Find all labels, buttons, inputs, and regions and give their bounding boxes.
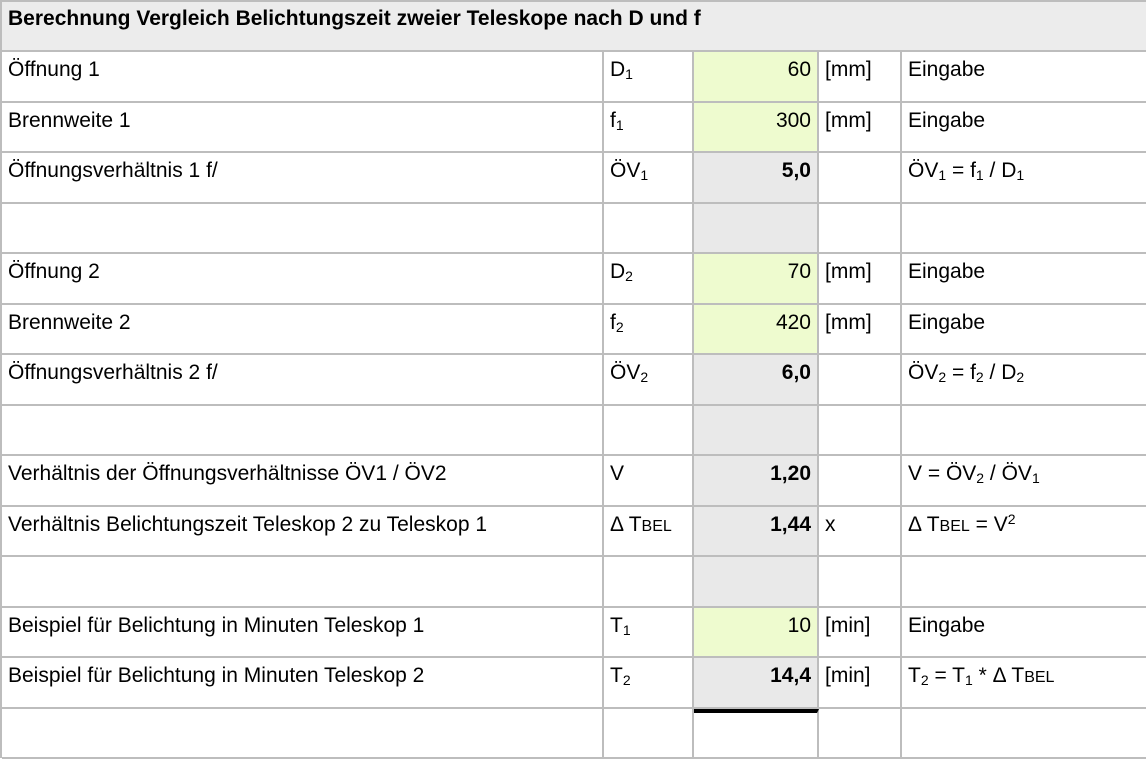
formula-subscript: BEL [940,518,970,535]
row-unit-cell[interactable] [819,608,902,659]
row-unit-cell[interactable] [819,709,902,759]
row-symbol: f [610,311,616,334]
formula-subscript: 1 [1016,167,1024,183]
row-value-cell[interactable] [694,507,819,558]
row-note-cell[interactable] [902,557,1146,608]
row-value-cell[interactable] [694,254,819,305]
row-value-cell[interactable] [694,305,819,356]
row-unit: [mm] [825,260,872,283]
row-symbol-cell[interactable] [604,52,694,103]
row-note-cell[interactable] [902,153,1146,204]
formula-part: Δ T [908,513,940,536]
row-label-cell[interactable] [2,153,604,204]
row-label: Brennweite 1 [8,109,131,132]
row-note: Eingabe [908,58,985,81]
row-unit-cell[interactable] [819,204,902,255]
row-value-cell[interactable] [694,608,819,659]
row-value: 5,0 [782,159,811,182]
formula-subscript: 2 [938,369,946,385]
row-symbol: T [610,614,623,637]
row-label-cell[interactable] [2,406,604,457]
row-label: Verhältnis der Öffnungsverhältnisse ÖV1 / ÖV2 [8,462,447,485]
row-symbol-subscript: 1 [640,167,648,183]
row-value-cell[interactable] [694,456,819,507]
row-symbol-cell[interactable] [604,709,694,759]
row-note: Eingabe [908,260,985,283]
row-label-cell[interactable] [2,608,604,659]
row-unit: [min] [825,614,871,637]
formula-part: * Δ T [973,664,1024,687]
row-value-cell[interactable] [694,406,819,457]
row-label-cell[interactable] [2,103,604,154]
row-value: 1,44 [770,513,811,536]
row-unit-cell[interactable] [819,254,902,305]
row-value: 420 [776,311,811,334]
row-label: Öffnungsverhältnis 1 f/ [8,159,218,182]
row-symbol-cell[interactable] [604,204,694,255]
row-value-cell[interactable] [694,709,819,759]
formula-subscript: 1 [976,167,984,183]
formula-part: ÖV [908,361,938,384]
row-note-cell[interactable] [902,658,1146,709]
row-symbol-cell[interactable] [604,355,694,406]
formula-part: V = ÖV [908,462,976,485]
row-unit-cell[interactable] [819,507,902,558]
row-note: Eingabe [908,109,985,132]
row-label-cell[interactable] [2,456,604,507]
row-unit: [mm] [825,311,872,334]
row-note-cell[interactable] [902,52,1146,103]
formula-subscript: 1 [965,672,973,688]
formula-subscript: 2 [976,369,984,385]
row-label-cell[interactable] [2,305,604,356]
row-unit-cell[interactable] [819,153,902,204]
row-label: Öffnung 2 [8,260,100,283]
row-symbol-subscript: 2 [616,319,624,335]
row-value: 60 [788,58,811,81]
row-label-cell[interactable] [2,52,604,103]
row-symbol-cell[interactable] [604,103,694,154]
row-symbol: ÖV [610,361,640,384]
row-note-cell[interactable] [902,355,1146,406]
row-label-cell[interactable] [2,507,604,558]
row-note-cell[interactable] [902,608,1146,659]
row-symbol-subscript: BEL [642,518,672,535]
row-note-cell[interactable] [902,254,1146,305]
row-symbol: D [610,58,625,81]
row-note-cell[interactable] [902,709,1146,759]
row-unit: [min] [825,664,871,687]
formula-subscript: 2 [921,672,929,688]
formula-part: = V [970,513,1008,536]
formula-superscript: 2 [1008,511,1016,527]
formula-part: ÖV [908,159,938,182]
row-unit-cell[interactable] [819,658,902,709]
row-value: 300 [776,109,811,132]
formula-subscript: 2 [1016,369,1024,385]
row-value-cell[interactable] [694,355,819,406]
row-label: Beispiel für Belichtung in Minuten Teleskop 1 [8,614,424,637]
row-symbol: f [610,109,616,132]
row-unit-cell[interactable] [819,52,902,103]
formula-subscript: BEL [1024,669,1054,686]
row-unit: [mm] [825,109,872,132]
row-symbol-cell[interactable] [604,406,694,457]
row-value: 6,0 [782,361,811,384]
row-unit-cell[interactable] [819,456,902,507]
row-label: Beispiel für Belichtung in Minuten Teleskop 2 [8,664,424,687]
row-label-cell[interactable] [2,355,604,406]
row-note: Eingabe [908,614,985,637]
row-value: 70 [788,260,811,283]
row-value: 10 [788,614,811,637]
row-symbol-cell[interactable] [604,507,694,558]
row-unit-cell[interactable] [819,103,902,154]
row-symbol-subscript: 2 [623,672,631,688]
row-symbol-cell[interactable] [604,658,694,709]
row-value: 1,20 [770,462,811,485]
row-symbol-subscript: 2 [640,369,648,385]
row-symbol: T [610,664,623,687]
row-symbol-subscript: 1 [623,622,631,638]
row-symbol-cell[interactable] [604,557,694,608]
row-symbol-cell[interactable] [604,254,694,305]
row-value-cell[interactable] [694,557,819,608]
row-note: Eingabe [908,311,985,334]
row-symbol-cell[interactable] [604,305,694,356]
row-note-cell[interactable] [902,456,1146,507]
formula-subscript: 1 [938,167,946,183]
row-symbol-cell[interactable] [604,153,694,204]
row-label-cell[interactable] [2,204,604,255]
row-symbol-cell[interactable] [604,608,694,659]
row-note-cell[interactable] [902,204,1146,255]
row-note-cell[interactable] [902,406,1146,457]
formula-part: / ÖV [984,462,1032,485]
row-unit-cell[interactable] [819,355,902,406]
row-symbol: Δ T [610,513,642,536]
formula-part: / D [984,159,1017,182]
row-note-cell[interactable] [902,103,1146,154]
row-value-cell[interactable] [694,153,819,204]
row-symbol-subscript: 1 [616,117,624,133]
formula-part: = T [929,664,965,687]
row-symbol: V [610,462,624,485]
row-unit: x [825,513,836,536]
row-value: 14,4 [770,664,811,687]
row-unit: [mm] [825,58,872,81]
formula-subscript: 1 [1032,470,1040,486]
table-title: Berechnung Vergleich Belichtungszeit zweier Teleskope nach D und f [2,2,1146,52]
row-symbol-cell[interactable] [604,456,694,507]
row-label-cell[interactable] [2,557,604,608]
row-symbol: ÖV [610,159,640,182]
row-note-cell[interactable] [902,305,1146,356]
row-label-cell[interactable] [2,658,604,709]
row-unit-cell[interactable] [819,305,902,356]
row-label: Öffnung 1 [8,58,100,81]
formula-part: / D [984,361,1017,384]
row-symbol-subscript: 2 [625,268,633,284]
row-note-cell[interactable] [902,507,1146,558]
row-label: Brennweite 2 [8,311,131,334]
row-value-cell[interactable] [694,204,819,255]
row-symbol-subscript: 1 [625,66,633,82]
row-unit-cell[interactable] [819,557,902,608]
row-label-cell[interactable] [2,709,604,759]
formula-part: = f [946,361,976,384]
row-label: Verhältnis Belichtungszeit Teleskop 2 zu Teleskop 1 [8,513,487,536]
formula-subscript: 2 [976,470,984,486]
row-unit-cell[interactable] [819,406,902,457]
row-label-cell[interactable] [2,254,604,305]
row-symbol: D [610,260,625,283]
formula-part: T [908,664,921,687]
row-value-cell[interactable] [694,103,819,154]
row-value-cell[interactable] [694,658,819,709]
formula-part: = f [946,159,976,182]
row-label: Öffnungsverhältnis 2 f/ [8,361,218,384]
row-value-cell[interactable] [694,52,819,103]
